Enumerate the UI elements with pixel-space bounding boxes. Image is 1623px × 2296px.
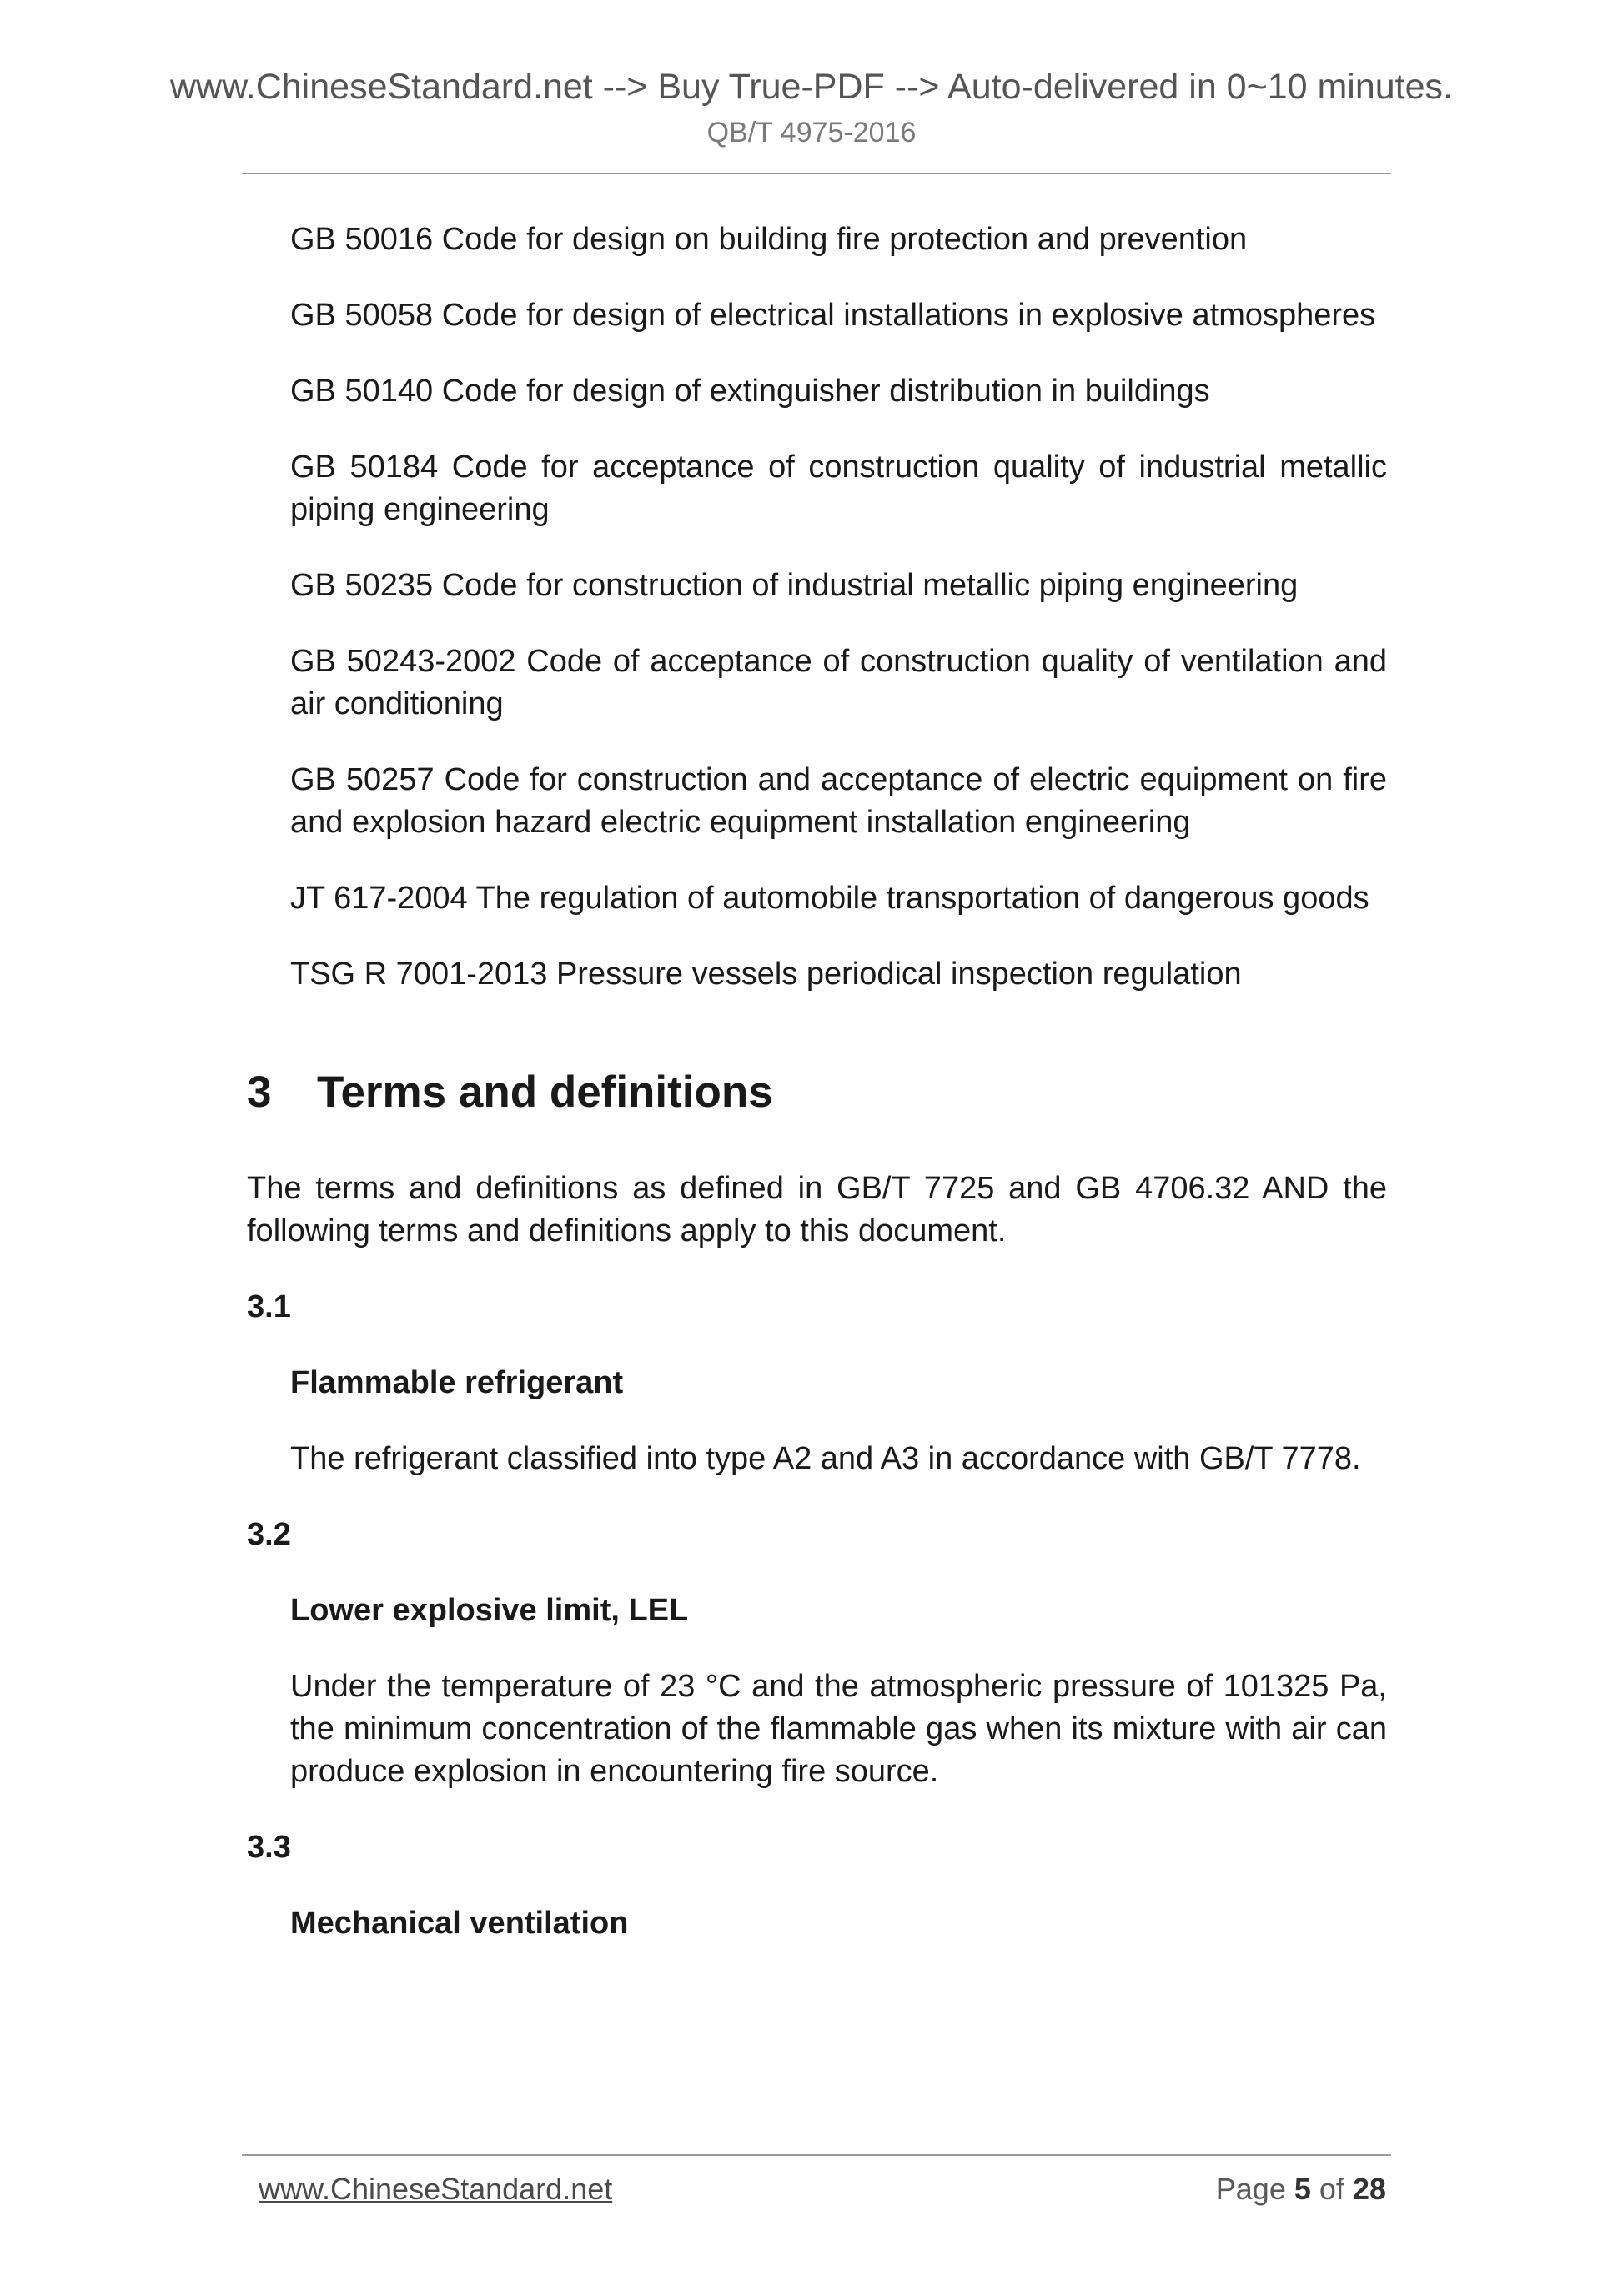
reference-item: TSG R 7001-2013 Pressure vessels periodical inspection regulation <box>290 957 1242 992</box>
reference-item: GB 50140 Code for design of extinguisher distribution in buildings <box>290 374 1210 409</box>
clause-number: 3.1 <box>247 1289 291 1324</box>
reference-item: GB 50235 Code for construction of industrial metallic piping engineering <box>290 568 1299 603</box>
section-title: Terms and definitions <box>317 1068 773 1117</box>
reference-item: GB 50184 Code for acceptance of construction quality of industrial metallic piping engineering <box>290 450 1387 527</box>
page-total: 28 <box>1352 2172 1386 2206</box>
page-indicator <box>1214 2172 1386 2207</box>
term-heading: Mechanical ventilation <box>290 1906 629 1941</box>
term-definition: Under the temperature of 23 °C and the atmospheric pressure of 101325 Pa, the minimum concentration of the flammable gas when its mixture with air can produce explosion in encountering fire source. <box>290 1669 1387 1789</box>
clause-number: 3.2 <box>247 1517 291 1552</box>
section-intro: The terms and definitions as defined in GB/T 7725 and GB 4706.32 AND the following terms and definitions apply to this document. <box>247 1171 1387 1248</box>
term-definition: The refrigerant classified into type A2 and A3 in accordance with GB/T 7778. <box>290 1441 1361 1476</box>
reference-item: GB 50016 Code for design on building fire protection and prevention <box>290 222 1248 257</box>
reference-item: JT 617-2004 The regulation of automobile transportation of dangerous goods <box>290 881 1369 916</box>
page-prefix: Page <box>1215 2172 1286 2206</box>
reference-item: GB 50243-2002 Code of acceptance of construction quality of ventilation and air conditioning <box>290 644 1387 721</box>
section-heading <box>247 1068 1387 1118</box>
reference-item: GB 50257 Code for construction and acceptance of electric equipment on fire and explosion hazard electric equipment installation engineering <box>290 762 1387 840</box>
page-of: of <box>1319 2172 1344 2206</box>
clause-number: 3.3 <box>247 1830 291 1865</box>
section-number: 3 <box>247 1068 272 1117</box>
standard-code: QB/T 4975-2016 <box>706 117 917 148</box>
term-heading: Flammable refrigerant <box>290 1365 624 1400</box>
page-body <box>247 219 1387 1978</box>
footer-divider <box>242 2154 1391 2156</box>
footer-site-link[interactable]: www.ChineseStandard.net <box>259 2172 613 2206</box>
header-divider <box>242 173 1391 174</box>
page-current: 5 <box>1294 2172 1311 2206</box>
header-banner: www.ChineseStandard.net --> Buy True-PDF --> Auto-delivered in 0~10 minutes. <box>169 67 1453 107</box>
term-heading: Lower explosive limit, LEL <box>290 1593 689 1628</box>
reference-item: GB 50058 Code for design of electrical installations in explosive atmospheres <box>290 298 1376 333</box>
